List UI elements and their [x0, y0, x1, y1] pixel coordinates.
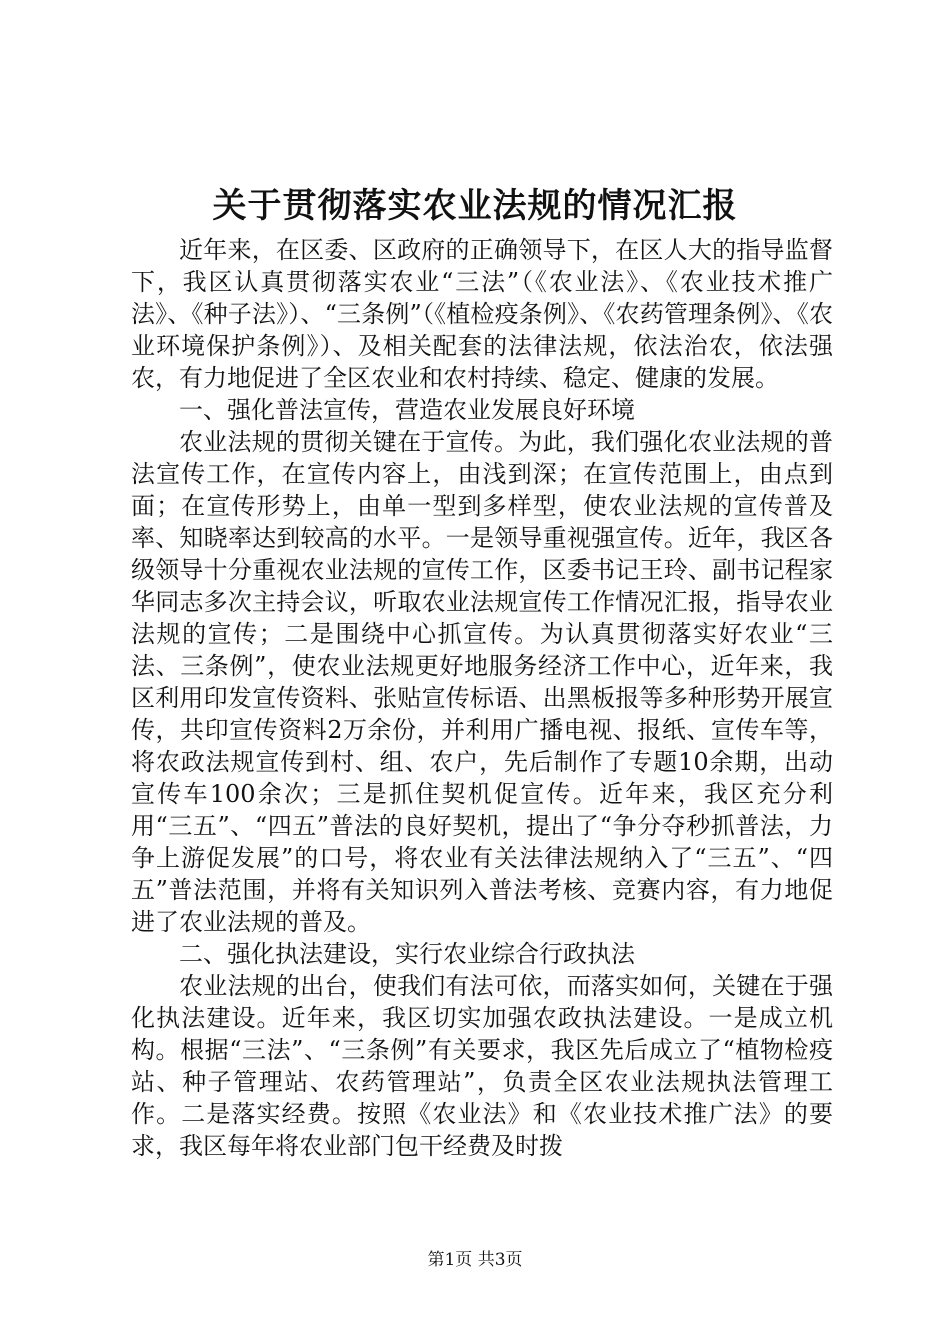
paragraph-section-1: 农业法规的贯彻关键在于宣传。为此，我们强化农业法规的普法宣传工作，在宣传内容上，由浅到深；在宣传范围上，由点到面；在宣传形势上，由单一型到多样型，使农业法规的宣传普及率、知晓率达到较高的水平。一是领导重视强宣传。近年，我区各级领导十分重视农业法规的宣传工作，区委书记王玲、副书记程家华同志多次主持会议，听取农业法规宣传工作情况汇报，指导农业法规的宣传；二是围绕中心抓宣传。为认真贯彻落实好农业“三法、三条例”，使农业法规更好地服务经济工作中心，近年来，我区利用印发宣传资料、张贴宣传标语、出黑板报等多种形势开展宣传，共印宣传资料2万余份，并利用广播电视、报纸、宣传车等，将农政法规宣传到村、组、农户，先后制作了专题10余期，出动宣传车100余次；三是抓住契机促宣传。近年来，我区充分利用“三五”、“四五”普法的良好契机，提出了“争分夺秒抓普法，力争上游促发展”的口号，将农业有关法律法规纳入了“三五”、“四五”普法范围，并将有关知识列入普法考核、竞赛内容，有力地促进了农业法规的普及。: [131, 428, 833, 936]
paragraph-section-2: 农业法规的出台，使我们有法可依，而落实如何，关键在于强化执法建设。近年来，我区切实加强农政执法建设。一是成立机构。根据“三法”、“三条例”有关要求，我区先后成立了“植物检疫站、种子管理站、农药管理站”，负责全区农业法规执法管理工作。二是落实经费。按照《农业法》和《农业技术推广法》的要求，我区每年将农业部门包干经费及时拨: [131, 972, 833, 1160]
page-number-footer: 第1页 共3页: [427, 1250, 523, 1270]
document-title: 关于贯彻落实农业法规的情况汇报: [212, 186, 738, 226]
section-heading-1: 一、强化普法宣传，营造农业发展良好环境: [179, 396, 635, 424]
paragraph-intro: 近年来，在区委、区政府的正确领导下，在区人大的指导监督下，我区认真贯彻落实农业“三法”（《农业法》、《农业技术推广法》、《种子法》）、“三条例”（《植检疫条例》、《农药管理条例》、《农业环境保护条例》）、及相关配套的法律法规，依法治农，依法强农，有力地促进了全区农业和农村持续、稳定、健康的发展。: [131, 236, 833, 392]
document-body: [131, 234, 833, 1162]
section-heading-2: 二、强化执法建设，实行农业综合行政执法: [179, 940, 635, 968]
